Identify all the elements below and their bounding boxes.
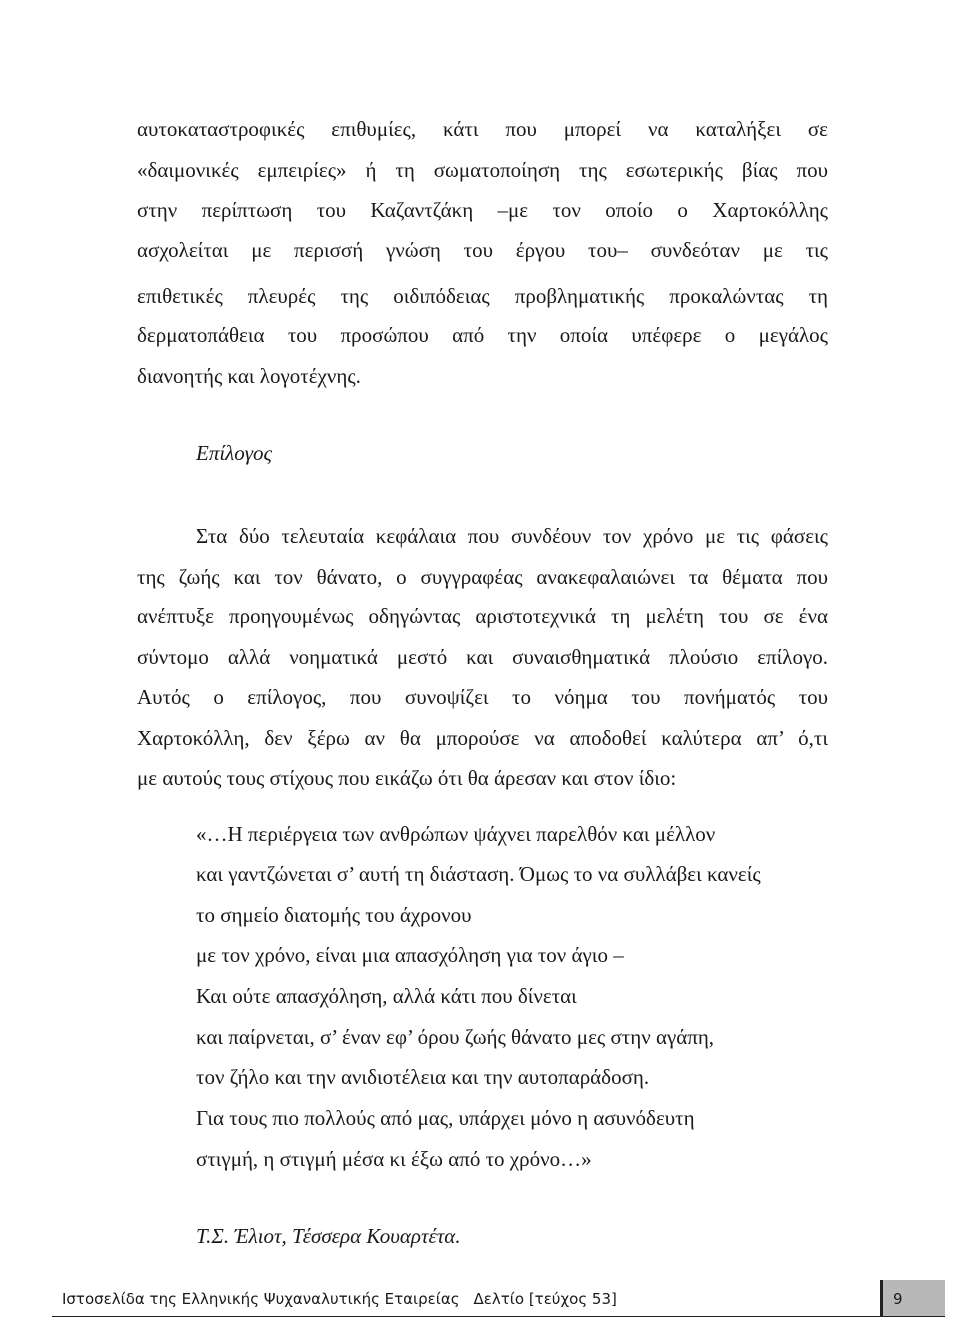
page-number: 9 <box>893 1290 903 1308</box>
text-line: της ζωής και τον θάνατο, ο συγγραφέας ανακεφαλαιώνει τα θέματα που <box>137 565 828 589</box>
footer-site-name: Ιστοσελίδα της Ελληνικής Ψυχαναλυτικής Εταιρείας <box>62 1290 460 1308</box>
text-line: Αυτός ο επίλογος, που συνοψίζει το νόημα του πονήματός του <box>137 685 828 709</box>
text-line: αυτοκαταστροφικές επιθυμίες, κάτι που μπορεί να καταλήξει σε <box>137 117 828 141</box>
text-line: ανέπτυξε προηγουμένως οδηγώντας αριστοτεχνικά τη μελέτη του σε ένα <box>137 604 828 628</box>
page-footer <box>52 1280 945 1317</box>
poem-line: με τον χρόνο, είναι μια απασχόληση για τον άγιο – <box>196 943 624 967</box>
text-line: με αυτούς τους στίχους που εικάζω ότι θα άρεσαν και στον ίδιο: <box>137 766 677 790</box>
text-line: ασχολείται με περισσή γνώση του έργου του– συνδεόταν με τις <box>137 238 828 262</box>
text-line: δερματοπάθεια του προσώπου από την οποία υπέφερε ο μεγάλος <box>137 323 828 347</box>
text-line: «δαιμονικές εμπειρίες» ή τη σωματοποίηση της εσωτερικής βίας που <box>137 158 828 182</box>
poem-attribution: Τ.Σ. Έλιοτ, Τέσσερα Κουαρτέτα. <box>196 1224 461 1248</box>
text-line: Στα δύο τελευταία κεφάλαια που συνδέουν τον χρόνο με τις φάσεις <box>196 524 828 548</box>
poem-line: στιγμή, η στιγμή μέσα κι έξω από το χρόνο…» <box>196 1147 592 1171</box>
text-line: επιθετικές πλευρές της οιδιπόδειας προβληματικής προκαλώντας τη <box>137 284 828 308</box>
poem-line: τον ζήλο και την ανιδιοτέλεια και την αυτοπαράδοση. <box>196 1065 650 1089</box>
text-line: σύντομο αλλά νοηματικά μεστό και συναισθηματικά πλούσιο επίλογο. <box>137 645 828 669</box>
text-line: στην περίπτωση του Καζαντζάκη –με τον οποίο ο Χαρτοκόλλης <box>137 198 828 222</box>
text-line: Χαρτοκόλλη, δεν ξέρω αν θα μπορούσε να αποδοθεί καλύτερα απ’ ό,τι <box>137 726 828 750</box>
poem-line: και παίρνεται, σ’ έναν εφ’ όρου ζωής θάνατο μες στην αγάπη, <box>196 1025 715 1049</box>
footer-text <box>62 1290 617 1308</box>
section-heading: Επίλογος <box>196 441 273 465</box>
poem-line: Και ούτε απασχόληση, αλλά κάτι που δίνεται <box>196 984 577 1008</box>
poem-line: το σημείο διατομής του άχρονου <box>196 903 472 927</box>
page-number-box <box>880 1280 945 1316</box>
poem-line: Για τους πιο πολλούς από μας, υπάρχει μόνο η ασυνόδευτη <box>196 1106 695 1130</box>
text-line: διανοητής και λογοτέχνης. <box>137 364 361 388</box>
poem-line: «…Η περιέργεια των ανθρώπων ψάχνει παρελθόν και μέλλον <box>196 822 716 846</box>
footer-issue: Δελτίο [τεύχος 53] <box>473 1290 617 1308</box>
poem-line: και γαντζώνεται σ’ αυτή τη διάσταση. Όμως το να συλλάβει κανείς <box>196 862 761 886</box>
